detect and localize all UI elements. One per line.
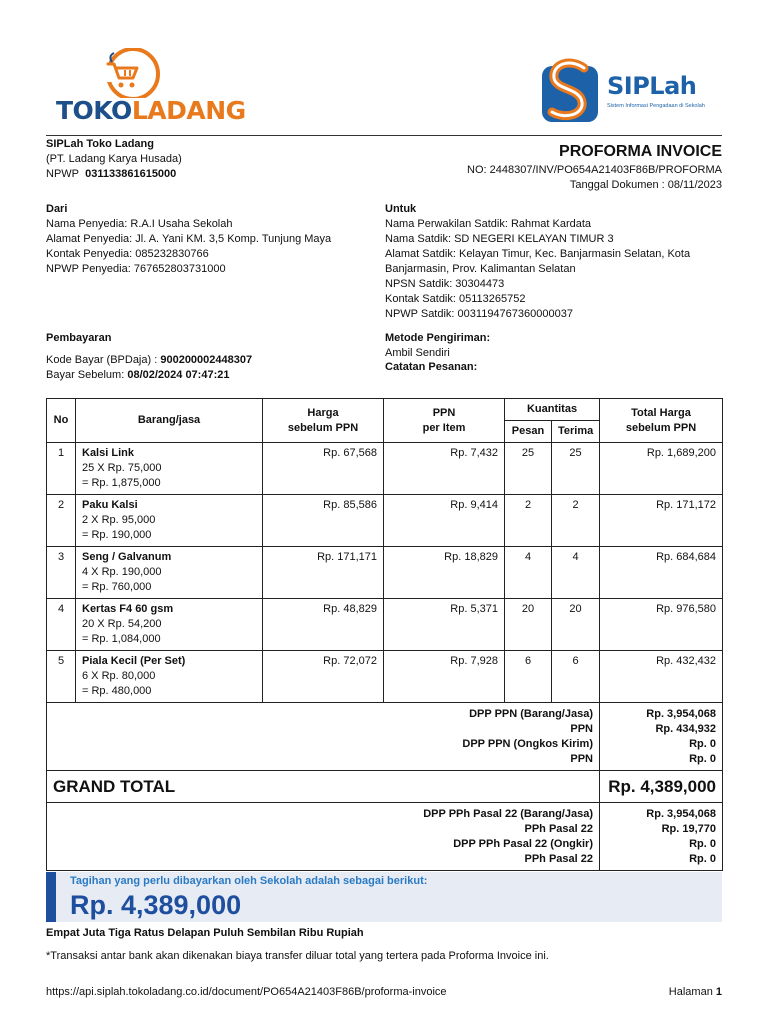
row-terima: 4 [552,547,600,599]
row-harga: Rp. 72,072 [263,651,384,703]
row-harga: Rp. 48,829 [263,599,384,651]
row-no: 3 [47,547,76,599]
table-row [47,651,723,703]
row-pesan: 4 [505,547,552,599]
row-no: 4 [47,599,76,651]
tokoladang-logo [46,48,246,130]
tagihan-amount: Rp. 4,389,000 [70,890,242,920]
row-total: Rp. 1,689,200 [600,443,723,495]
dari-line: Alamat Penyedia: Jl. A. Yani KM. 3,5 Komp. Tunjung Maya [46,233,332,245]
row-item: Kertas F4 60 gsm 20 X Rp. 54,200 = Rp. 1,084,000 [76,599,263,651]
tagihan-accent-bar [46,872,56,922]
dari-line: Kontak Penyedia: 085232830766 [46,248,209,260]
pph-summary-values: Rp. 3,954,068 Rp. 19,770 Rp. 0 Rp. 0 [600,803,723,871]
row-no: 5 [47,651,76,703]
ppn-summary-labels: DPP PPN (Barang/Jasa) PPN DPP PPN (Ongkos Kirim) PPN [47,703,600,771]
amount-in-words: Empat Juta Tiga Ratus Delapan Puluh Sembilan Ribu Rupiah [46,927,364,939]
siplah-tagline: Sistem Informasi Pengadaan di Sekolah [607,103,705,109]
siplah-wordmark: SIPLah [607,72,697,100]
row-ppn: Rp. 9,414 [384,495,505,547]
catatan-heading: Catatan Pesanan: [385,361,478,373]
grand-total-row [47,771,723,803]
row-ppn: Rp. 7,432 [384,443,505,495]
row-item: Paku Kalsi 2 X Rp. 95,000 = Rp. 190,000 [76,495,263,547]
table-row [47,443,723,495]
untuk-line: Nama Perwakilan Satdik: Rahmat Kardata [385,218,592,230]
invoice-title: PROFORMA INVOICE [559,143,722,160]
tokoladang-wordmark: TOKOLADANG [56,96,246,125]
untuk-heading: Untuk [385,203,417,215]
col-header-kuantitas: Kuantitas [505,399,600,421]
document-url: https://api.siplah.tokoladang.co.id/document/PO654A21403F86B/proforma-invoice [46,986,447,998]
row-total: Rp. 432,432 [600,651,723,703]
dari-line: NPWP Penyedia: 767652803731000 [46,263,226,275]
row-terima: 20 [552,599,600,651]
row-pesan: 25 [505,443,552,495]
col-header-terima: Terima [552,421,600,443]
row-total: Rp. 684,684 [600,547,723,599]
col-header-no: No [47,399,76,443]
row-pesan: 6 [505,651,552,703]
row-pesan: 20 [505,599,552,651]
untuk-line: NPWP Satdik: 0031194767360000037 [385,308,573,320]
row-total: Rp. 976,580 [600,599,723,651]
row-pesan: 2 [505,495,552,547]
invoice-date: Tanggal Dokumen : 08/11/2023 [569,179,722,191]
table-row [47,599,723,651]
pengiriman-value: Ambil Sendiri [385,347,450,359]
untuk-line: NPSN Satdik: 30304473 [385,278,505,290]
row-harga: Rp. 85,586 [263,495,384,547]
row-ppn: Rp. 18,829 [384,547,505,599]
pph-summary-labels: DPP PPh Pasal 22 (Barang/Jasa) PPh Pasal 22 DPP PPh Pasal 22 (Ongkir) PPh Pasal 22 [47,803,600,871]
untuk-line: Nama Satdik: SD NEGERI KELAYAN TIMUR 3 [385,233,614,245]
page-indicator: Halaman 1 [668,986,722,998]
ppn-summary-values: Rp. 3,954,068 Rp. 434,932 Rp. 0 Rp. 0 [600,703,723,771]
seller-name: SIPLah Toko Ladang [46,138,154,150]
header-divider [46,135,722,136]
pengiriman-heading: Metode Pengiriman: [385,332,491,344]
bayar-sebelum: Bayar Sebelum: 08/02/2024 07:47:21 [46,369,230,381]
table-row [47,547,723,599]
row-harga: Rp. 171,171 [263,547,384,599]
row-ppn: Rp. 7,928 [384,651,505,703]
row-item: Piala Kecil (Per Set) 6 X Rp. 80,000 = Rp. 480,000 [76,651,263,703]
row-terima: 2 [552,495,600,547]
grand-total-label: GRAND TOTAL [47,771,600,803]
row-no: 1 [47,443,76,495]
grand-total-value: Rp. 4,389,000 [600,771,723,803]
pph-summary-row [47,803,723,871]
row-ppn: Rp. 5,371 [384,599,505,651]
row-harga: Rp. 67,568 [263,443,384,495]
untuk-line: Alamat Satdik: Kelayan Timur, Kec. Banjarmasin Selatan, Kota [385,248,691,260]
untuk-line: Banjarmasin, Prov. Kalimantan Selatan [385,263,576,275]
row-terima: 6 [552,651,600,703]
row-no: 2 [47,495,76,547]
row-terima: 25 [552,443,600,495]
pembayaran-heading: Pembayaran [46,332,112,344]
transfer-note: *Transaksi antar bank akan dikenakan biaya transfer diluar total yang tertera pada Proforma Invoice ini. [46,950,549,962]
col-header-pesan: Pesan [505,421,552,443]
kode-bayar: Kode Bayar (BPDaja) : 900200002448307 [46,354,253,366]
col-header-barang: Barang/jasa [76,399,263,443]
row-total: Rp. 171,172 [600,495,723,547]
tagihan-box [46,872,722,922]
untuk-line: Kontak Satdik: 05113265752 [385,293,526,305]
seller-company: (PT. Ladang Karya Husada) [46,153,182,165]
row-item: Seng / Galvanum 4 X Rp. 190,000 = Rp. 760,000 [76,547,263,599]
seller-npwp: NPWP 031133861615000 [46,168,177,180]
col-header-ppn: PPN per Item [384,399,505,443]
dari-line: Nama Penyedia: R.A.I Usaha Sekolah [46,218,233,230]
table-row [47,495,723,547]
col-header-harga: Harga sebelum PPN [263,399,384,443]
shopping-cart-icon [46,48,226,98]
row-item: Kalsi Link 25 X Rp. 75,000 = Rp. 1,875,000 [76,443,263,495]
items-table [46,398,723,871]
col-header-total: Total Harga sebelum PPN [600,399,723,443]
ppn-summary-row [47,703,723,771]
siplah-emblem-icon [540,58,604,126]
invoice-number: NO: 2448307/INV/PO654A21403F86B/PROFORMA [467,164,722,176]
siplah-logo [540,58,730,128]
tagihan-caption: Tagihan yang perlu dibayarkan oleh Sekolah adalah sebagai berikut: [70,875,428,887]
dari-heading: Dari [46,203,68,215]
